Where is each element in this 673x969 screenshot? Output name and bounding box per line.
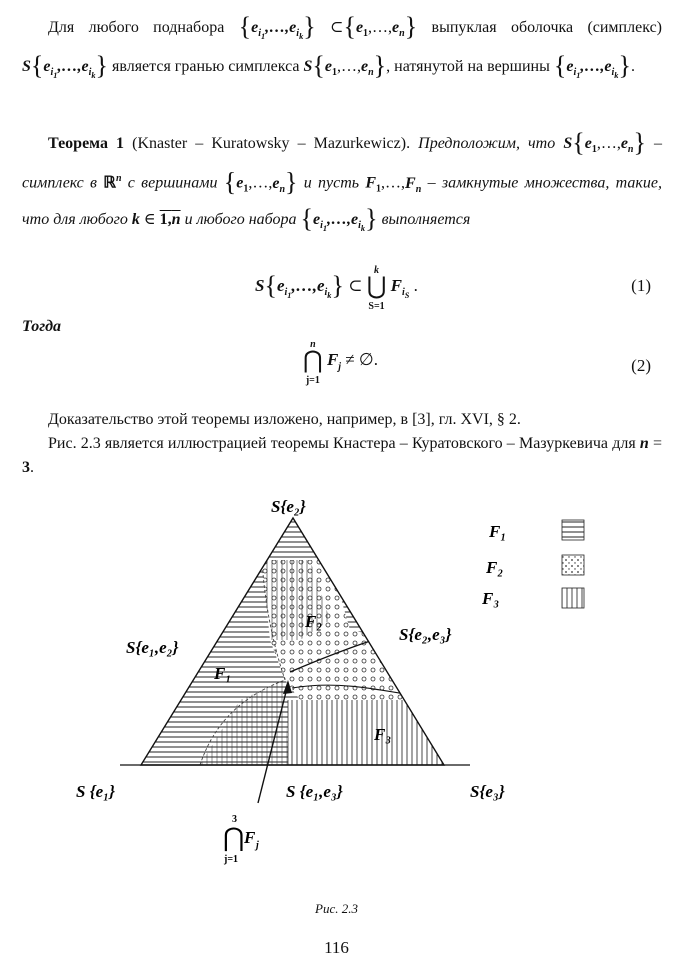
label-region-f3: F₃ [374,725,392,744]
legend-swatch-f3 [562,588,584,608]
label-edge-e1e3: S {e₁,e₃} [286,782,343,801]
text-fragment: Рис. 2.3 является иллюстрацией теоремы Кнастера – Куратовского – Мазуркевича для [48,435,636,452]
svg-text:j: j [256,840,259,851]
proof-reference: Доказательство этой теоремы изложено, например, в [3], гл. XVI, § 2. [48,411,521,428]
text-fragment: замкнутые множества, такие, что для любого [22,174,663,228]
intersection-formula [223,814,259,865]
text-fragment: и пусть [303,174,360,192]
label-vertex-e3: S{e₃} [470,782,505,801]
simplex-figure [0,485,673,915]
label-vertex-e1: S {e₁} [76,782,116,801]
theorem-authors: (Knaster – Kuratowsky – Mazurkewicz). [132,135,411,152]
equation-number-2: (2) [631,356,651,375]
text-fragment: и любого набора [184,210,297,228]
label-region-f1: F₁ [214,664,232,683]
text-fragment: выпуклая оболочка (симплекс) [431,19,663,36]
theorem-heading: Теорема 1 [48,135,125,152]
then-word: Тогда [22,318,62,335]
text-fragment: с вершинами [127,174,218,192]
paragraph-intro: Для любого поднабора $\{e_{i_1},\dots,e_{i_k}\}$ $\subset\{e_1,\dots,e_n\}$ выпуклая оболочка (симплекс) $S\{e_{i_1},\dots,e_{i_k}\}$ является гранью симплекса $S\{e_1,\dots,e_n\}$, натянутой на вершины $\{e_{i_1},\dots,e_{i_k}\}$. [22,12,663,81]
theorem-paragraph: Теорема 1 (Knaster – Kuratowsky – Mazurkewicz). Предположим, что $S\{e_1,\dots,e_n\}$ – симплекс в ℝ$^n$ с вершинами $\{e_1,\dots,e_n\}$ и пусть $F_1,\dots,F_n$ – замкнутые множества, такие, что для любого k ∈ 1,n и любого набора $\{e_{i_1},\dots,e_{i_k}\}$ выполняется [22,128,663,233]
label-edge-e2e3: S{e₂,e₃} [399,625,452,644]
figure-reference: Рис. 2.3 является иллюстрацией теоремы Кнастера – Куратовского – Мазуркевича для n = 3. [22,435,663,476]
page-number: 116 [324,938,349,957]
legend-swatch-f2 [562,555,584,575]
text-fragment: Для любого поднабора [48,19,225,36]
legend-label-f3: F₃ [482,589,500,608]
equation-1: $S\{e_{i_1},\dots,e_{i_k}\}$ ⊂ k ⋃ S=1 $F_{i_S}$ . [255,265,418,312]
label-vertex-e2: S{e₂} [271,497,306,516]
legend-swatch-f1 [562,520,584,540]
svg-text:j=1: j=1 [224,854,239,865]
text-fragment: выполняется [381,210,471,228]
legend-label-f1: F₁ [489,522,507,541]
equation-2: n ⋂ j=1 $F_j$ ≠ ∅. [303,339,378,386]
svg-text:3: 3 [232,814,237,825]
svg-text:⋂: ⋂ [223,823,245,852]
equation-number-1: (1) [631,276,651,295]
region-f3 [288,700,444,765]
text-fragment: . [630,58,635,76]
text-fragment: – [427,174,436,192]
legend-label-f2: F₂ [486,558,504,577]
text-fragment: Предположим, что [418,135,556,152]
figure-caption: Рис. 2.3 [315,901,358,916]
svg-text:F: F [244,828,256,847]
label-edge-e1e2: S{e₁,e₂} [126,638,179,657]
label-region-f2: F₂ [305,612,323,631]
text-fragment: , натянутой на вершины [386,58,550,76]
text-fragment: является гранью симплекса [112,58,300,76]
text-fragment: – симплекс в [22,135,663,192]
